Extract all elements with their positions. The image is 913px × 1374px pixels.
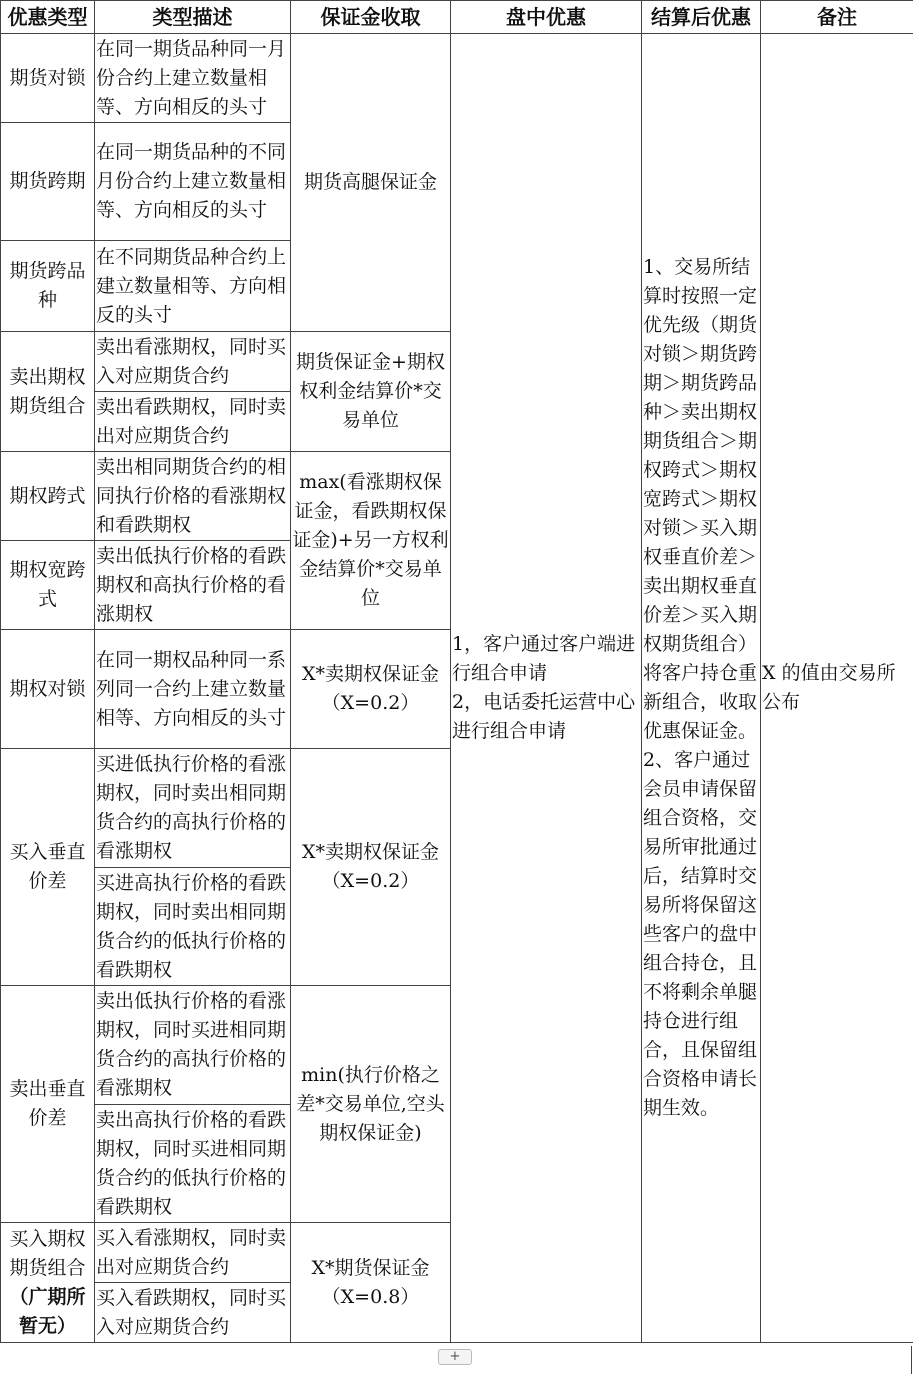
header-description: 类型描述: [95, 1, 291, 34]
add-row-button[interactable]: +: [438, 1349, 472, 1365]
margin-cell: X*卖期权保证金（X=0.2）: [291, 630, 451, 749]
remark-cell: X 的值由交易所公布: [761, 34, 913, 1343]
type-cell: [1, 1223, 95, 1343]
desc-cell: 卖出看跌期权，同时卖出对应期货合约: [95, 392, 291, 452]
margin-cell: min(执行价格之差*交易单位,空头期权保证金): [291, 986, 451, 1223]
type-label: 买入期权期货组合: [9, 1227, 86, 1279]
desc-cell: 买进低执行价格的看涨期权，同时卖出相同期货合约的高执行价格的看涨期权: [95, 749, 291, 868]
type-cell: 买入垂直价差: [1, 749, 95, 986]
desc-cell: 卖出低执行价格的看涨期权，同时买进相同期货合约的高执行价格的看涨期权: [95, 986, 291, 1105]
desc-cell: 卖出看涨期权，同时买入对应期货合约: [95, 332, 291, 392]
margin-cell: X*卖期权保证金（X=0.2）: [291, 749, 451, 986]
header-margin: 保证金收取: [291, 1, 451, 34]
header-post-settlement: 结算后优惠: [642, 1, 761, 34]
type-cell: 期权跨式: [1, 452, 95, 541]
type-cell: 期货跨品种: [1, 241, 95, 332]
header-row: [1, 1, 913, 34]
margin-cell: X*期货保证金（X=0.8）: [291, 1223, 451, 1343]
post-settlement-cell: 1、交易所结算时按照一定优先级（期货对锁＞期货跨期＞期货跨品种＞卖出期权期货组合＞期权跨式＞期权宽跨式＞期权对锁＞买入期权垂直价差＞卖出期权垂直价差＞买入期权期货组合）将客户持仓重新组合，收取优惠保证金。 2、客户通过会员申请保留组合资格，交易所审批通过后，结算时交易所将保留这些客户的盘中组合持仓，且不将剩余单腿持仓进行组合，且保留组合资格申请长期生效。: [642, 34, 761, 1343]
type-cell: 卖出垂直价差: [1, 986, 95, 1223]
table-row: [1, 34, 913, 123]
type-cell: 期货跨期: [1, 123, 95, 241]
header-intraday: 盘中优惠: [451, 1, 642, 34]
desc-cell: 在同一期货品种的不同月份合约上建立数量相等、方向相反的头寸: [95, 123, 291, 241]
type-note: （广期所暂无）: [9, 1285, 86, 1337]
margin-cell: 期货保证金+期权权利金结算价*交易单位: [291, 332, 451, 452]
desc-cell: 卖出低执行价格的看跌期权和高执行价格的看涨期权: [95, 541, 291, 630]
desc-cell: 在同一期货品种同一月份合约上建立数量相等、方向相反的头寸: [95, 34, 291, 123]
desc-cell: 在不同期货品种合约上建立数量相等、方向相反的头寸: [95, 241, 291, 332]
margin-cell: 期货高腿保证金: [291, 34, 451, 332]
header-type: 优惠类型: [1, 1, 95, 34]
margin-cell: max(看涨期权保证金，看跌期权保证金)+另一方权利金结算价*交易单位: [291, 452, 451, 630]
type-cell: 期货对锁: [1, 34, 95, 123]
type-cell: 期权对锁: [1, 630, 95, 749]
desc-cell: 买入看跌期权，同时买入对应期货合约: [95, 1283, 291, 1343]
desc-cell: 买入看涨期权，同时卖出对应期货合约: [95, 1223, 291, 1283]
desc-cell: 卖出相同期货合约的相同执行价格的看涨期权和看跌期权: [95, 452, 291, 541]
desc-cell: 买进高执行价格的看跌期权，同时卖出相同期货合约的低执行价格的看跌期权: [95, 868, 291, 986]
type-cell: 期权宽跨式: [1, 541, 95, 630]
edge-line: [911, 1346, 912, 1374]
header-remark: 备注: [761, 1, 913, 34]
desc-cell: 卖出高执行价格的看跌期权，同时买进相同期货合约的低执行价格的看跌期权: [95, 1105, 291, 1223]
intraday-cell: 1，客户通过客户端进行组合申请 2，电话委托运营中心进行组合申请: [451, 34, 642, 1343]
type-cell: 卖出期权期货组合: [1, 332, 95, 452]
desc-cell: 在同一期权品种同一系列同一合约上建立数量相等、方向相反的头寸: [95, 630, 291, 749]
